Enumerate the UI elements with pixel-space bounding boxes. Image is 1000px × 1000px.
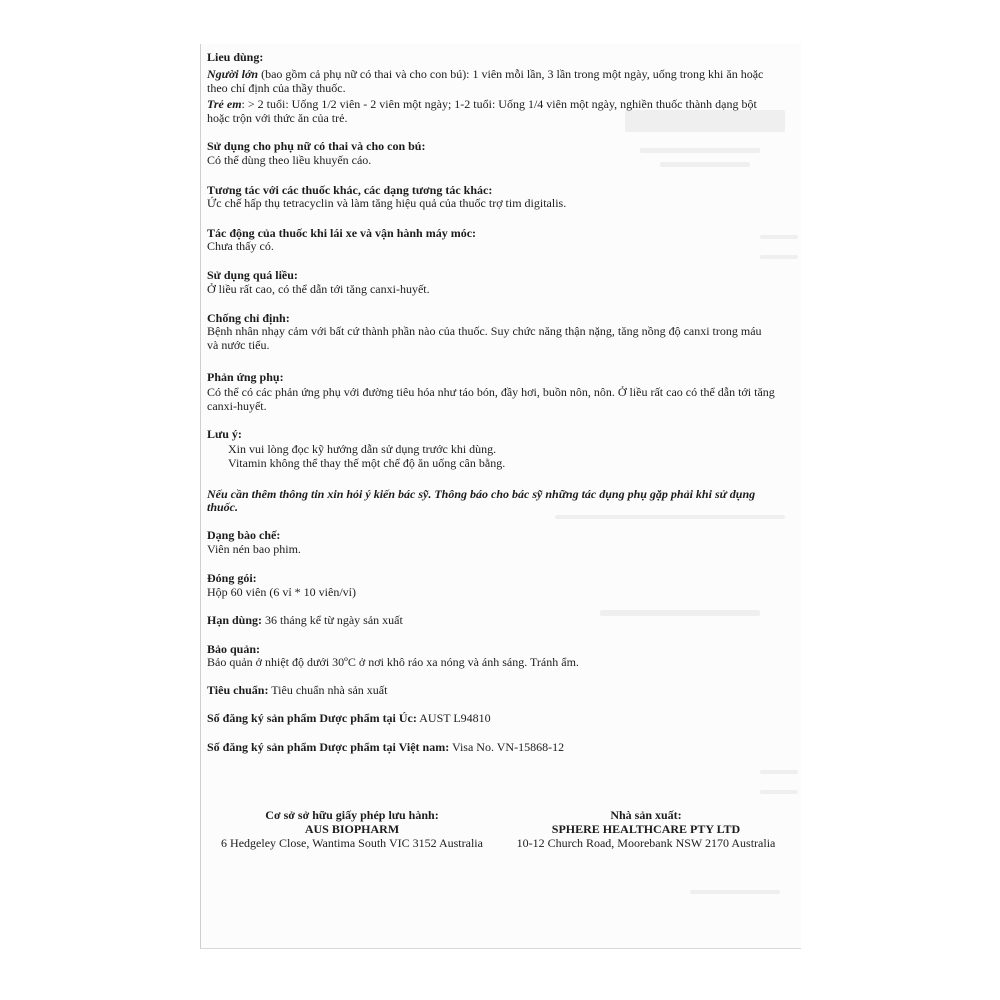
registration-vn-label: Số đăng ký sản phẩm Dược phẩm tại Việt nam:	[207, 740, 450, 754]
packaging-heading: Đóng gói:	[207, 571, 257, 585]
bleed-through-mark	[660, 162, 750, 167]
standard-value: Tiêu chuẩn nhà sản xuất	[271, 683, 388, 697]
license-holder-heading: Cơ sở sở hữu giấy phép lưu hành:	[265, 808, 439, 822]
interactions-heading: Tương tác với các thuốc khác, các dạng tương tác khác:	[207, 183, 493, 197]
bleed-through-mark	[760, 235, 798, 239]
interactions-text: Ức chế hấp thụ tetracyclin và làm tăng hiệu quả của thuốc trợ tim digitalis.	[207, 196, 567, 210]
bleed-through-mark	[600, 610, 760, 616]
dosage-adult-text-2: theo chỉ định của thầy thuốc.	[207, 81, 346, 95]
overdose-heading: Sử dụng quá liều:	[207, 268, 298, 282]
manufacturer-heading: Nhà sản xuất:	[610, 808, 682, 822]
manufacturer-name: SPHERE HEALTHCARE PTY LTD	[551, 822, 741, 836]
dosage-adult-line	[207, 67, 763, 81]
pregnancy-heading: Sử dụng cho phụ nữ có thai và cho con bú:	[207, 139, 426, 153]
registration-au-label: Số đăng ký sản phẩm Dược phẩm tại Úc:	[207, 711, 417, 725]
dosage-form-heading: Dạng bào chế:	[207, 528, 281, 542]
dosage-child-line	[207, 97, 757, 111]
shelf-life-label: Hạn dùng:	[207, 613, 263, 627]
bleed-through-mark	[760, 770, 798, 774]
standard-label: Tiêu chuẩn:	[207, 683, 269, 697]
bleed-through-mark	[690, 890, 780, 894]
contraindications-line: Bệnh nhân nhạy cảm với bất cứ thành phần nào của thuốc. Suy chức năng thận nặng, tăng nồng độ canxi trong máu	[207, 324, 762, 338]
storage-text: Bảo quản ở nhiệt độ dưới 30ºC ở nơi khô ráo xa nóng và ánh sáng. Tránh ẩm.	[207, 655, 579, 669]
side-effects-heading: Phản ứng phụ:	[207, 370, 284, 384]
dosage-child-text-2: hoặc trộn với thức ăn của trẻ.	[207, 111, 348, 125]
shelf-life-line	[207, 613, 403, 627]
dosage-form-text: Viên nén bao phim.	[207, 542, 301, 556]
registration-vn-line	[207, 740, 564, 754]
dosage-child-text: : > 2 tuổi: Uống 1/2 viên - 2 viên một ngày; 1-2 tuổi: Uống 1/4 viên một ngày, nghiền thuốc thành dạng bột	[241, 97, 757, 111]
bleed-through-mark	[760, 255, 798, 259]
dosage-child-label: Trẻ em	[207, 97, 242, 111]
bleed-through-mark	[760, 790, 798, 794]
notes-heading: Lưu ý:	[207, 427, 242, 441]
overdose-text: Ở liều rất cao, có thể dẫn tới tăng canxi-huyết.	[207, 282, 430, 296]
pregnancy-text: Có thể dùng theo liều khuyến cáo.	[207, 153, 372, 167]
bleed-through-mark	[555, 515, 785, 519]
manufacturer-block	[506, 808, 786, 850]
bleed-through-mark	[625, 110, 785, 132]
driving-heading: Tác động của thuốc khi lái xe và vận hành máy móc:	[207, 226, 477, 240]
dosage-adult-label: Người lớn	[207, 67, 259, 81]
side-effects-line: canxi-huyết.	[207, 399, 267, 413]
registration-au-value: AUST L94810	[419, 711, 491, 725]
storage-heading: Bảo quản:	[207, 642, 261, 656]
packaging-text: Hộp 60 viên (6 vỉ * 10 viên/vỉ)	[207, 585, 356, 599]
standard-line	[207, 683, 387, 697]
contraindications-heading: Chống chỉ định:	[207, 311, 290, 325]
registration-au-line	[207, 711, 491, 725]
notes-item: Xin vui lòng đọc kỹ hướng dẫn sử dụng trước khi dùng.	[228, 442, 497, 456]
license-holder-address: 6 Hedgeley Close, Wantima South VIC 3152 Australia	[221, 836, 483, 850]
license-holder-block	[200, 808, 504, 850]
advice-line: Nếu cần thêm thông tin xin hỏi ý kiến bác sỹ. Thông báo cho bác sỹ những tác dụng phụ gặp phải khi sử dụng	[207, 487, 756, 501]
registration-vn-value: Visa No. VN-15868-12	[452, 740, 565, 754]
side-effects-line: Có thể có các phản ứng phụ với đường tiêu hóa như táo bón, đầy hơi, buồn nôn, nôn. Ở liều rất cao có thể dẫn tới tăng	[207, 385, 775, 399]
shelf-life-value: 36 tháng kể từ ngày sản xuất	[265, 613, 403, 627]
dosage-adult-text: (bao gồm cả phụ nữ có thai và cho con bú): 1 viên mỗi lần, 3 lần trong một ngày, uống trong khi ăn hoặc	[261, 67, 764, 81]
notes-item: Vitamin không thể thay thế một chế độ ăn uống cân bằng.	[228, 456, 506, 470]
contraindications-line: và nước tiểu.	[207, 338, 270, 352]
manufacturer-address: 10-12 Church Road, Moorebank NSW 2170 Australia	[516, 836, 776, 850]
license-holder-name: AUS BIOPHARM	[304, 822, 400, 836]
driving-text: Chưa thấy có.	[207, 239, 274, 253]
bleed-through-mark	[640, 148, 760, 153]
advice-line: thuốc.	[207, 500, 239, 514]
dosage-heading: Lieu dùng:	[207, 50, 264, 64]
